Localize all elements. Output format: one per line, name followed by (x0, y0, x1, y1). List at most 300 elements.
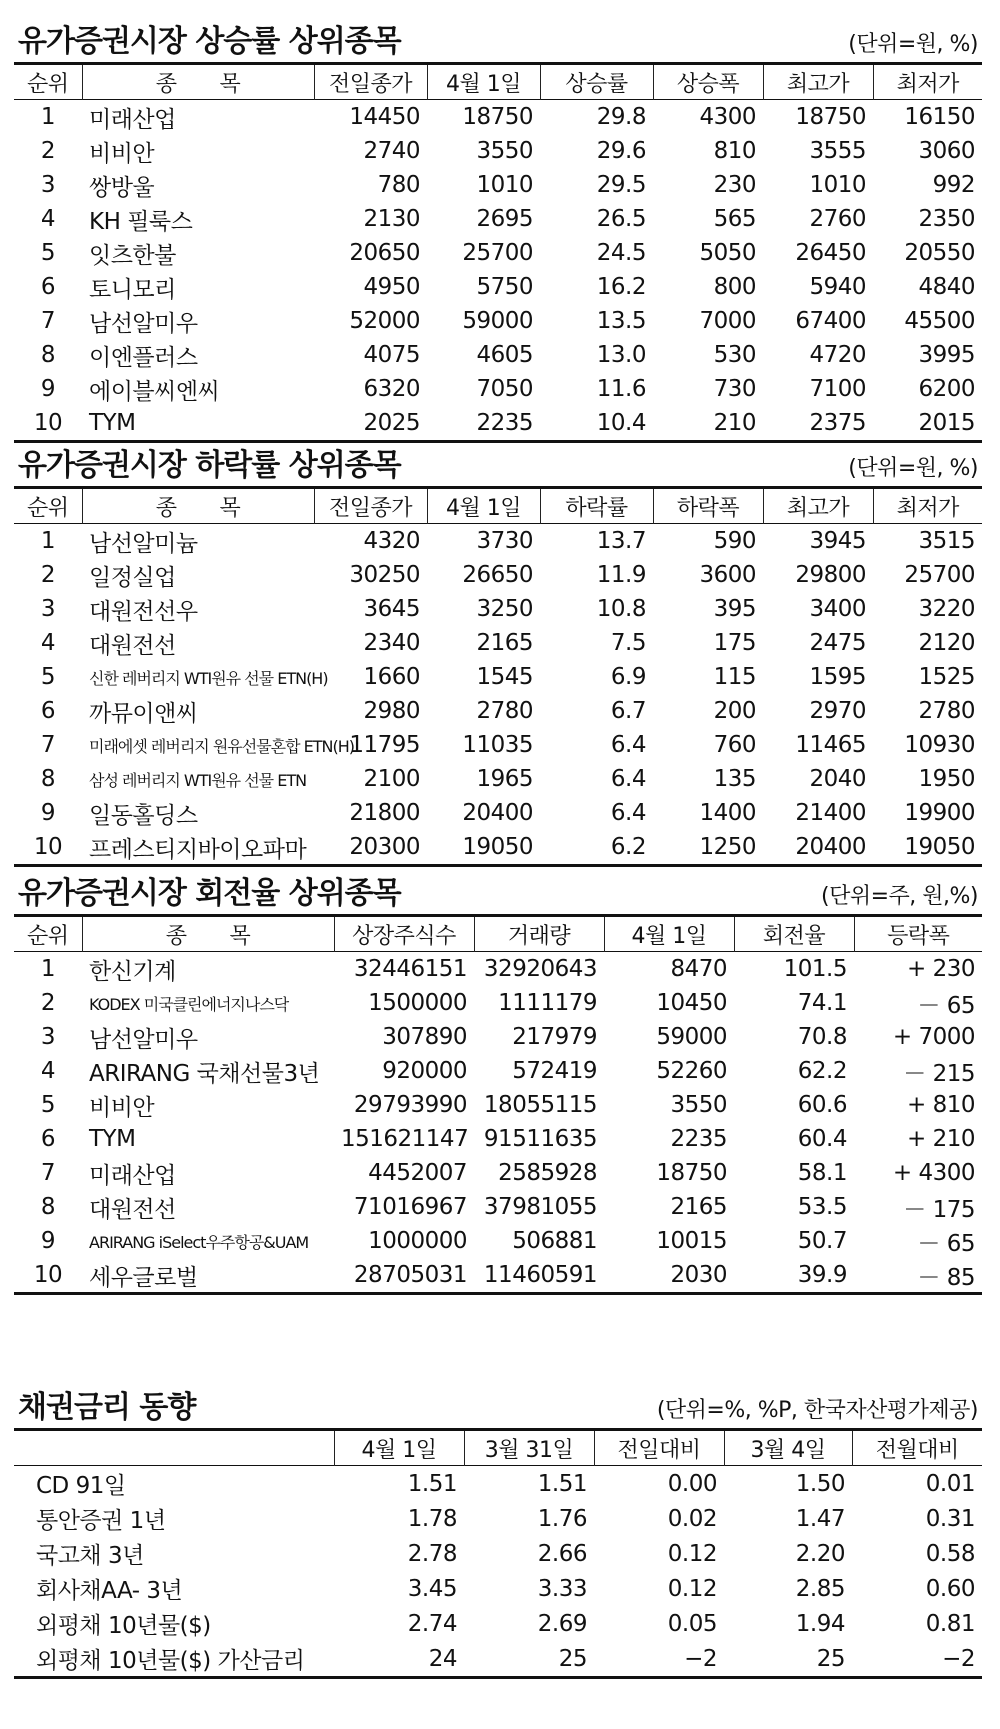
gainers-cell: 18750 (795, 104, 866, 130)
gainers-cell: 45500 (904, 308, 975, 334)
gainers-cell: 800 (713, 274, 756, 300)
gainers-cell: 3550 (476, 138, 533, 164)
gainers-cell: 6 (40, 274, 56, 300)
losers-cell: 6.4 (610, 732, 646, 758)
gainers-cell: 2015 (873, 406, 982, 442)
table-row (14, 338, 982, 372)
bonds-cell: 2.69 (537, 1610, 587, 1637)
gainers-cell: 7100 (809, 376, 866, 402)
turnover-cell: 29793990 (353, 1092, 467, 1118)
table-row (14, 1571, 982, 1606)
losers-cell: 1400 (699, 800, 756, 826)
losers-cell: 1250 (653, 830, 763, 866)
losers-cell: 신한 레버리지 WTI원유 선물 ETN(H) (89, 668, 328, 688)
bonds-cell: 25 (464, 1641, 594, 1678)
gainers-cell: 잇츠한불 (89, 242, 176, 269)
gainers-cell: 4840 (918, 274, 975, 300)
bonds-cell: 2.85 (795, 1575, 845, 1602)
losers-cell: 7 (40, 732, 56, 758)
bonds-table (14, 1428, 982, 1679)
bonds-title: 채권금리 동향 (18, 1390, 196, 1425)
turnover-cell: 32446151 (353, 956, 467, 982)
turnover-cell: 60.6 (797, 1092, 847, 1118)
turnover-cell: KODEX 미국클린에너지나스닥 (89, 994, 289, 1014)
turnover-cell: － 65 (917, 1230, 975, 1257)
losers-cell: 20300 (314, 830, 427, 866)
gainers-cell: 992 (932, 172, 975, 198)
gainers-cell: 3060 (918, 138, 975, 164)
losers-cell: 26650 (462, 562, 533, 588)
gainers-cell: 565 (713, 206, 756, 232)
gainers-cell: 16150 (904, 104, 975, 130)
gainers-cell: 7050 (476, 376, 533, 402)
gainers-cell: 1010 (809, 172, 866, 198)
gainers-cell: 4075 (363, 342, 420, 368)
bonds-cell: 1.76 (537, 1505, 587, 1532)
turnover-cell: 2030 (604, 1258, 734, 1294)
losers-cell: 2970 (809, 698, 866, 724)
turnover-cell: 58.1 (797, 1160, 847, 1186)
bonds-cell: 통안증권 1년 (36, 1508, 166, 1534)
gainers-cell: 3555 (809, 138, 866, 164)
losers-cell: 3945 (809, 528, 866, 554)
losers-header-cell: 하락폭 (653, 488, 763, 524)
gainers-cell: 10 (14, 406, 82, 442)
table-row (14, 952, 982, 987)
gainers-cell: 3995 (918, 342, 975, 368)
gainers-cell: 6200 (918, 376, 975, 402)
turnover-cell: 4 (40, 1058, 56, 1084)
gainers-cell: 4605 (476, 342, 533, 368)
losers-cell: 8 (40, 766, 56, 792)
gainers-cell: 11.6 (596, 376, 646, 402)
gainers-cell: 4950 (363, 274, 420, 300)
table-row (14, 1536, 982, 1571)
gainers-cell: TYM (82, 406, 314, 442)
bonds-cell: 0.12 (667, 1575, 717, 1602)
losers-cell: 13.7 (596, 528, 646, 554)
losers-cell: 19050 (873, 830, 982, 866)
gainers-cell: 29.5 (596, 172, 646, 198)
losers-header-cell: 전일종가 (314, 488, 427, 524)
turnover-header-cell: 순위 (26, 923, 69, 949)
losers-cell: 21400 (795, 800, 866, 826)
turnover-cell: 62.2 (797, 1058, 847, 1084)
losers-cell: 까뮤이앤씨 (89, 700, 198, 727)
gainers-cell: 토니모리 (89, 276, 176, 303)
turnover-cell: 1500000 (368, 990, 467, 1016)
table-row (14, 202, 982, 236)
losers-cell: 2100 (363, 766, 420, 792)
losers-cell: 11465 (795, 732, 866, 758)
losers-table (14, 486, 982, 867)
losers-cell: 6 (40, 698, 56, 724)
bonds-cell: 외평채 10년물($) (36, 1613, 211, 1639)
losers-cell: 25700 (904, 562, 975, 588)
table-row (14, 762, 982, 796)
gainers-header-cell: 종 목 (82, 64, 314, 100)
table-row (14, 558, 982, 592)
losers-cell: 11035 (462, 732, 533, 758)
turnover-cell: 101.5 (783, 956, 847, 982)
gainers-cell: 2760 (809, 206, 866, 232)
turnover-cell: + 4300 (892, 1160, 975, 1186)
bonds-cell: 1.78 (407, 1505, 457, 1532)
gainers-table (14, 62, 982, 443)
turnover-cell: 한신기계 (89, 958, 176, 985)
losers-cell: 6.4 (610, 800, 646, 826)
bonds-cell: 외평채 10년물($) 가산금리 (14, 1641, 334, 1678)
gainers-cell: 비비안 (89, 140, 155, 167)
turnover-cell: 1 (40, 956, 56, 982)
table-row (14, 1122, 982, 1156)
bonds-cell: 2.66 (537, 1540, 587, 1567)
bonds-cell: 0.58 (925, 1540, 975, 1567)
losers-header-cell: 최저가 (873, 488, 982, 524)
table-row (14, 1190, 982, 1224)
gainers-cell: 29.6 (596, 138, 646, 164)
gainers-cell: 5940 (809, 274, 866, 300)
gainers-cell: 미래산업 (89, 106, 176, 133)
gainers-cell: 5050 (699, 240, 756, 266)
bonds-section (14, 1378, 982, 1679)
turnover-cell: 미래산업 (89, 1162, 176, 1189)
turnover-cell: 217979 (512, 1024, 597, 1050)
turnover-cell: 37981055 (483, 1194, 597, 1220)
bonds-cell: 1.47 (795, 1505, 845, 1532)
bonds-cell: 1.50 (795, 1470, 845, 1497)
turnover-table (14, 914, 982, 1295)
turnover-header-cell: 회전율 (734, 916, 854, 952)
losers-cell: 6.2 (540, 830, 653, 866)
gainers-header-cell: 상승률 (540, 64, 653, 100)
losers-cell: 일동홀딩스 (89, 802, 198, 829)
table-row (14, 1054, 982, 1088)
losers-cell: 29800 (795, 562, 866, 588)
turnover-cell: 2235 (670, 1126, 727, 1152)
gainers-cell: 13.0 (596, 342, 646, 368)
turnover-cell: 71016967 (353, 1194, 467, 1220)
bonds-cell: −2 (594, 1641, 724, 1678)
table-row (14, 796, 982, 830)
bonds-cell: 국고채 3년 (36, 1543, 144, 1569)
gainers-cell: 2130 (363, 206, 420, 232)
turnover-cell: 59000 (656, 1024, 727, 1050)
turnover-cell: 91511635 (483, 1126, 597, 1152)
losers-cell: 5 (40, 664, 56, 690)
turnover-cell: + 7000 (892, 1024, 975, 1050)
gainers-title: 유가증권시장 상승률 상위종목 (18, 24, 401, 59)
turnover-cell: 세우글로벌 (82, 1258, 334, 1294)
gainers-cell: 7 (40, 308, 56, 334)
losers-cell: 3220 (918, 596, 975, 622)
gainers-unit: (단위=원, %) (848, 32, 978, 57)
gainers-cell: 52000 (349, 308, 420, 334)
losers-cell: 11.9 (596, 562, 646, 588)
losers-header-cell: 4월 1일 (427, 488, 540, 524)
gainers-cell: 3 (40, 172, 56, 198)
gainers-cell: 24.5 (596, 240, 646, 266)
losers-cell: 2040 (809, 766, 866, 792)
turnover-unit: (단위=주, 원,%) (821, 884, 978, 909)
losers-cell: 1965 (476, 766, 533, 792)
losers-cell: 175 (713, 630, 756, 656)
losers-cell: 2475 (809, 630, 866, 656)
losers-cell: 3515 (918, 528, 975, 554)
gainers-cell: 5 (40, 240, 56, 266)
table-row (14, 660, 982, 694)
gainers-cell: KH 필룩스 (89, 208, 193, 235)
gainers-cell: 2 (40, 138, 56, 164)
turnover-cell: 10450 (656, 990, 727, 1016)
turnover-cell: + 230 (907, 956, 975, 982)
losers-cell: 1 (40, 528, 56, 554)
table-row (14, 270, 982, 304)
bonds-header-cell: 3월 31일 (464, 1430, 594, 1466)
gainers-header-cell: 상승폭 (653, 64, 763, 100)
turnover-cell: ARIRANG iSelect우주항공&UAM (89, 1232, 309, 1252)
gainers-cell: 8 (40, 342, 56, 368)
bonds-cell: 1.51 (407, 1470, 457, 1497)
table-row (14, 100, 982, 135)
losers-cell: 1950 (918, 766, 975, 792)
turnover-cell: 2165 (670, 1194, 727, 1220)
table-row (14, 304, 982, 338)
turnover-cell: 9 (40, 1228, 56, 1254)
gainers-header-cell: 최고가 (763, 64, 873, 100)
gainers-body (14, 100, 982, 442)
gainers-cell: 2235 (427, 406, 540, 442)
gainers-cell: 530 (713, 342, 756, 368)
gainers-header-cell: 전일종가 (314, 64, 427, 100)
losers-cell: 11795 (349, 732, 420, 758)
turnover-cell: 8470 (670, 956, 727, 982)
losers-cell: 19900 (904, 800, 975, 826)
table-row (14, 626, 982, 660)
turnover-cell: － 175 (903, 1196, 975, 1223)
table-row (14, 1020, 982, 1054)
turnover-cell: 18055115 (483, 1092, 597, 1118)
gainers-cell: 13.5 (596, 308, 646, 334)
gainers-header-row (14, 64, 982, 100)
table-row (14, 1606, 982, 1641)
gainers-cell: 쌍방울 (89, 174, 155, 201)
turnover-cell: TYM (89, 1126, 136, 1152)
turnover-cell: － 85 (854, 1258, 982, 1294)
losers-cell: 삼성 레버리지 WTI원유 선물 ETN (89, 770, 307, 790)
gainers-cell: 10.4 (540, 406, 653, 442)
bonds-header-cell: 전일대비 (594, 1430, 724, 1466)
turnover-header-cell: 상장주식수 (334, 916, 474, 952)
losers-cell: 3 (40, 596, 56, 622)
turnover-cell: 572419 (512, 1058, 597, 1084)
gainers-cell: 26450 (795, 240, 866, 266)
turnover-cell: 대원전선 (89, 1196, 176, 1223)
losers-cell: 10 (14, 830, 82, 866)
bonds-cell: CD 91일 (36, 1473, 126, 1499)
turnover-header-cell: 종 목 (82, 916, 334, 952)
turnover-body (14, 952, 982, 1294)
bonds-cell: 1.51 (537, 1470, 587, 1497)
losers-cell: 10.8 (596, 596, 646, 622)
losers-cell: 395 (713, 596, 756, 622)
table-row (14, 728, 982, 762)
table-row (14, 1258, 982, 1294)
losers-title: 유가증권시장 하락률 상위종목 (18, 448, 401, 483)
turnover-cell: 307890 (382, 1024, 467, 1050)
losers-header-cell: 최고가 (763, 488, 873, 524)
losers-cell: 2780 (918, 698, 975, 724)
losers-cell: 19050 (427, 830, 540, 866)
turnover-cell: + 810 (907, 1092, 975, 1118)
bonds-cell: 2.74 (407, 1610, 457, 1637)
losers-cell: 4 (40, 630, 56, 656)
losers-cell: 3645 (363, 596, 420, 622)
bonds-unit: (단위=%, %P, 한국자산평가제공) (656, 1398, 978, 1423)
gainers-cell: 18750 (462, 104, 533, 130)
bonds-header-cell: 전월대비 (852, 1430, 982, 1466)
gainers-cell: 59000 (462, 308, 533, 334)
bonds-cell: 0.81 (925, 1610, 975, 1637)
gainers-cell: 에이블씨엔씨 (89, 378, 220, 405)
turnover-cell: + 210 (907, 1126, 975, 1152)
turnover-cell: 7 (40, 1160, 56, 1186)
losers-cell: 2165 (476, 630, 533, 656)
losers-cell: 20400 (763, 830, 873, 866)
turnover-cell: 50.7 (797, 1228, 847, 1254)
losers-cell: 9 (40, 800, 56, 826)
bonds-header-cell (14, 1430, 334, 1466)
losers-cell: 3400 (809, 596, 866, 622)
bonds-cell: 0.12 (667, 1540, 717, 1567)
table-row (14, 236, 982, 270)
losers-cell: 1545 (476, 664, 533, 690)
bonds-cell: 25 (724, 1641, 852, 1678)
gainers-cell: 230 (713, 172, 756, 198)
table-row (14, 986, 982, 1020)
turnover-title: 유가증권시장 회전율 상위종목 (18, 876, 401, 911)
gainers-cell: 2350 (918, 206, 975, 232)
bonds-cell: 0.60 (925, 1575, 975, 1602)
turnover-header-row (14, 916, 982, 952)
bonds-cell: 0.02 (667, 1505, 717, 1532)
bonds-cell: 1.94 (795, 1610, 845, 1637)
turnover-cell: － 65 (917, 992, 975, 1019)
turnover-cell: 74.1 (797, 990, 847, 1016)
gainers-cell: 9 (40, 376, 56, 402)
losers-header-cell: 하락률 (540, 488, 653, 524)
gainers-cell: 14450 (349, 104, 420, 130)
table-row (14, 830, 982, 866)
losers-cell: 2980 (363, 698, 420, 724)
losers-cell: 20400 (462, 800, 533, 826)
turnover-cell: 920000 (382, 1058, 467, 1084)
losers-cell: 590 (713, 528, 756, 554)
losers-cell: 일정실업 (89, 564, 176, 591)
gainers-cell: 7000 (699, 308, 756, 334)
losers-cell: 3250 (476, 596, 533, 622)
losers-header-cell: 순위 (26, 495, 69, 521)
gainers-cell: 2375 (763, 406, 873, 442)
turnover-cell: 1000000 (368, 1228, 467, 1254)
gainers-cell: 29.8 (596, 104, 646, 130)
table-row (14, 1156, 982, 1190)
gainers-cell: 16.2 (596, 274, 646, 300)
turnover-cell: 5 (40, 1092, 56, 1118)
table-row (14, 168, 982, 202)
bonds-header-cell: 3월 4일 (724, 1430, 852, 1466)
turnover-cell: 10 (14, 1258, 82, 1294)
bonds-cell: −2 (852, 1641, 982, 1678)
gainers-header-cell: 순위 (26, 71, 69, 97)
bonds-cell: 0.31 (925, 1505, 975, 1532)
gainers-cell: 810 (713, 138, 756, 164)
turnover-header-cell: 등락폭 (854, 916, 982, 952)
turnover-cell: 2585928 (498, 1160, 597, 1186)
losers-cell: 대원전선우 (89, 598, 198, 625)
gainers-cell: 1010 (476, 172, 533, 198)
losers-cell: 760 (713, 732, 756, 758)
gainers-cell: 남선알미우 (89, 310, 198, 337)
table-row (14, 406, 982, 442)
table-row (14, 1224, 982, 1258)
losers-cell: 3600 (699, 562, 756, 588)
turnover-cell: 32920643 (483, 956, 597, 982)
bonds-cell: 회사채AA- 3년 (36, 1578, 183, 1604)
turnover-header-cell: 거래량 (474, 916, 604, 952)
losers-cell: 200 (713, 698, 756, 724)
turnover-cell: 70.8 (797, 1024, 847, 1050)
losers-cell: 6.7 (610, 698, 646, 724)
gainers-cell: 2695 (476, 206, 533, 232)
bonds-header-row (14, 1430, 982, 1466)
gainers-section (14, 18, 982, 443)
gainers-header-cell: 4월 1일 (427, 64, 540, 100)
gainers-cell: 4720 (809, 342, 866, 368)
turnover-cell: 남선알미우 (89, 1026, 198, 1053)
losers-cell: 6.4 (610, 766, 646, 792)
gainers-cell: 6320 (363, 376, 420, 402)
losers-cell: 1660 (363, 664, 420, 690)
table-row (14, 372, 982, 406)
gainers-header-cell: 최저가 (873, 64, 982, 100)
turnover-cell: 53.5 (797, 1194, 847, 1220)
turnover-cell: ARIRANG 국채선물3년 (89, 1060, 320, 1087)
bonds-cell: 0.01 (925, 1470, 975, 1497)
gainers-cell: 4300 (699, 104, 756, 130)
losers-cell: 프레스티지바이오파마 (82, 830, 314, 866)
table-row (14, 1641, 982, 1678)
turnover-cell: 3550 (670, 1092, 727, 1118)
gainers-cell: 780 (377, 172, 420, 198)
turnover-cell: 8 (40, 1194, 56, 1220)
losers-cell: 7.5 (610, 630, 646, 656)
losers-header-cell: 종 목 (82, 488, 314, 524)
bonds-cell: 0.05 (667, 1610, 717, 1637)
losers-section (14, 442, 982, 867)
gainers-cell: 730 (713, 376, 756, 402)
turnover-cell: 506881 (512, 1228, 597, 1254)
turnover-header-cell: 4월 1일 (604, 916, 734, 952)
losers-cell: 2 (40, 562, 56, 588)
bonds-body (14, 1466, 982, 1678)
bonds-cell: 0.00 (667, 1470, 717, 1497)
turnover-cell: 6 (40, 1126, 56, 1152)
bonds-cell: 24 (334, 1641, 464, 1678)
turnover-cell: 11460591 (474, 1258, 604, 1294)
losers-cell: 2780 (476, 698, 533, 724)
gainers-cell: 20650 (349, 240, 420, 266)
